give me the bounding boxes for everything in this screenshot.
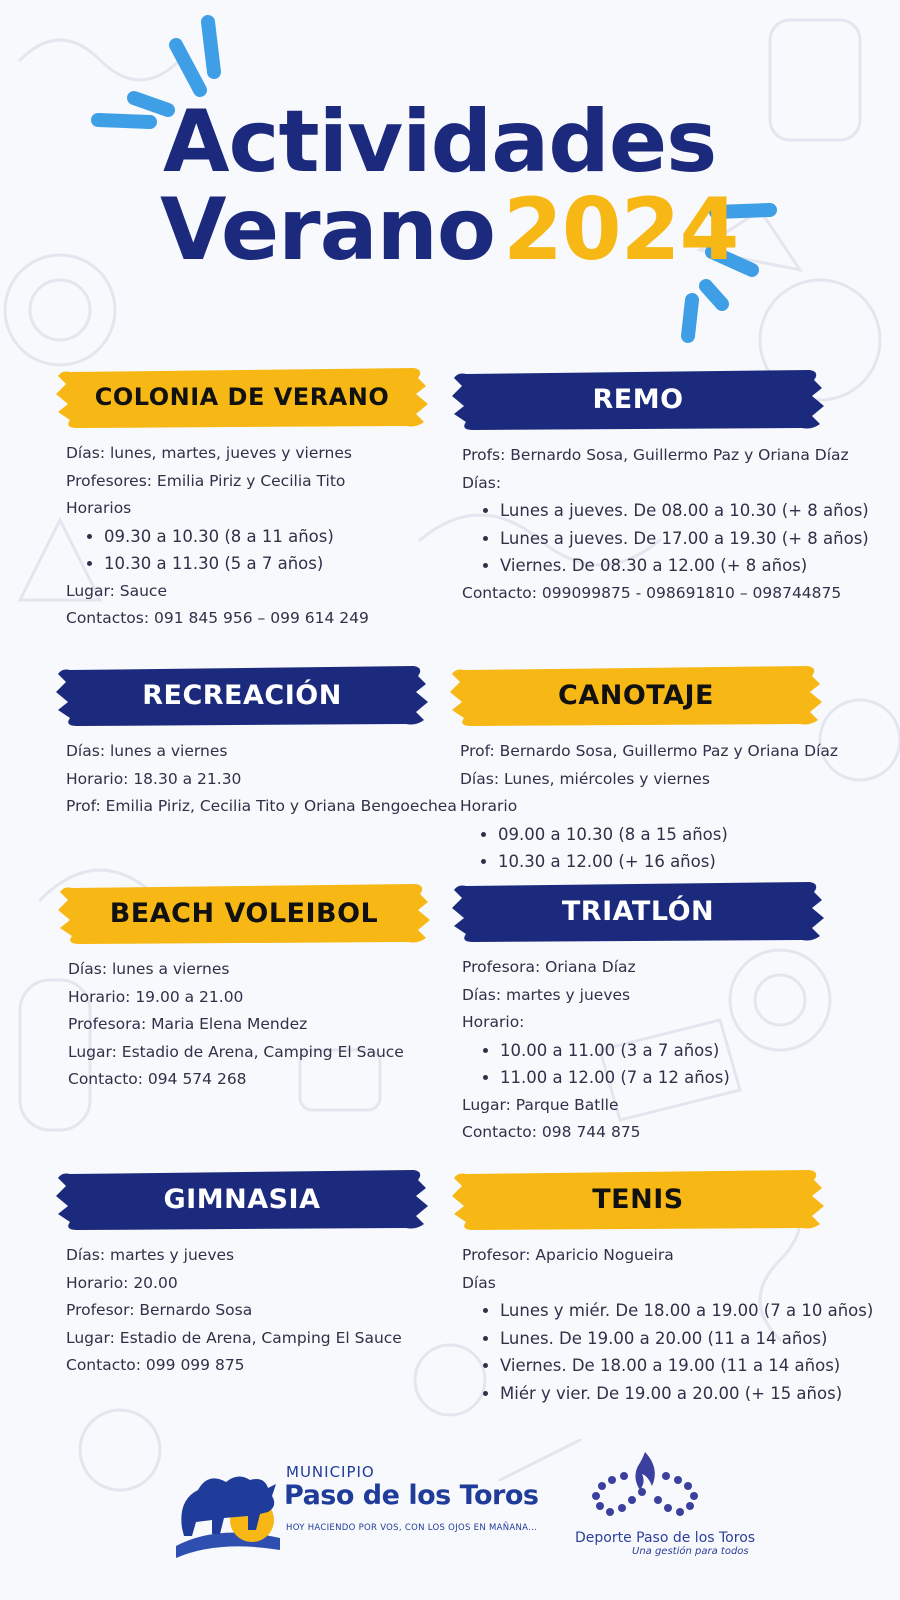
canotaje-horario-label: Horario [460,797,518,815]
list-item: • Lunes a jueves. De 17.00 a 19.30 (+ 8 años) [500,525,869,553]
list-item: • Lunes a jueves. De 08.00 a 10.30 (+ 8 años) [500,497,869,525]
gimnasia-contacto: Contacto: 099 099 875 [66,1356,245,1374]
list-item: • 11.00 a 12.00 (7 a 12 años) [500,1064,824,1092]
section-canotaje [450,662,838,876]
section-tenis [452,1166,873,1407]
section-title-recreacion: RECREACIÓN [142,679,342,711]
section-recreacion [56,662,457,821]
gimnasia-horario: Horario: 20.00 [66,1273,178,1292]
section-title-tenis: TENIS [592,1183,684,1215]
triatlon-horario-label: Horario: [462,1013,525,1031]
canotaje-dias: Días: Lunes, miércoles y viernes [460,769,710,788]
section-body-triatlon [452,954,824,1147]
banner-beach [58,880,430,946]
gimnasia-lugar: Lugar: Estadio de Arena, Camping El Sauce [66,1328,402,1347]
municipio-label: MUNICIPIO [286,1463,375,1481]
beach-profesora: Profesora: Maria Elena Mendez [68,1015,308,1033]
list-item: • Viernes. De 18.00 a 19.00 (11 a 14 años) [500,1352,873,1380]
municipio-name: Paso de los Toros [284,1480,539,1511]
section-title-colonia: COLONIA DE VERANO [94,383,390,411]
banner-remo [452,366,824,432]
section-title-gimnasia: GIMNASIA [163,1183,321,1215]
section-body-remo [452,442,869,607]
banner-gimnasia [56,1166,428,1232]
triatlon-dias: Días: martes y jueves [462,985,631,1004]
tenis-dias-label: Días [462,1273,496,1292]
canotaje-prof: Prof: Bernardo Sosa, Guillermo Paz y Oriana Díaz [460,742,839,760]
section-body-tenis [452,1242,873,1407]
section-body-colonia [56,440,428,633]
section-gimnasia [56,1166,428,1380]
section-title-triatlon: TRIATLÓN [561,895,715,927]
list-item: • 10.00 a 11.00 (3 a 7 años) [500,1037,824,1065]
gimnasia-profesor: Profesor: Bernardo Sosa [66,1301,253,1319]
banner-recreacion [56,662,428,728]
beach-dias: Días: lunes a viernes [68,960,230,978]
title-year: 2024 [502,180,739,280]
recreacion-horario: Horario: 18.30 a 21.30 [66,769,242,788]
list-item: • Miér y vier. De 19.00 a 20.00 (+ 15 años) [500,1380,873,1408]
remo-dias-label: Días: [462,473,502,492]
triatlon-contacto: Contacto: 098 744 875 [462,1123,641,1141]
deporte-name: Deporte Paso de los Toros [575,1530,756,1546]
remo-profs: Profs: Bernardo Sosa, Guillermo Paz y Oriana Díaz [462,446,849,464]
section-remo [452,366,869,607]
tenis-profesor: Profesor: Aparicio Nogueira [462,1246,674,1264]
list-item: • 10.30 a 12.00 (+ 16 años) [498,848,838,876]
recreacion-prof: Prof: Emilia Piriz, Cecilia Tito y Oriana Bengoechea [66,797,457,815]
section-body-recreacion [56,738,457,821]
gimnasia-dias: Días: martes y jueves [66,1246,235,1264]
colonia-horarios-label: Horarios [66,499,132,517]
list-item: • 10.30 a 11.30 (5 a 7 años) [104,550,428,578]
section-body-canotaje [450,738,838,876]
colonia-lugar: Lugar: Sauce [66,581,167,600]
list-item: • Lunes. De 19.00 a 20.00 (11 a 14 años) [500,1325,873,1353]
list-item: • 09.30 a 10.30 (8 a 11 años) [104,523,428,551]
title-line-2 [160,180,738,280]
section-title-remo: REMO [592,383,684,415]
section-beach [58,880,430,1094]
remo-contacto: Contacto: 099099875 - 098691810 – 098744875 [462,583,842,602]
banner-tenis [452,1166,824,1232]
colonia-profesores: Profesores: Emilia Piriz y Cecilia Tito [66,471,346,490]
banner-triatlon [452,878,824,944]
banner-colonia [56,364,428,430]
section-colonia [56,364,428,633]
section-title-canotaje: CANOTAJE [558,679,714,711]
colonia-dias: Días: lunes, martes, jueves y viernes [66,444,352,462]
banner-canotaje [450,662,822,728]
section-title-beach: BEACH VOLEIBOL [109,897,379,929]
deporte-tagline: Una gestión para todos [632,1546,749,1557]
section-body-gimnasia [56,1242,428,1380]
list-item: • Viernes. De 08.30 a 12.00 (+ 8 años) [500,552,869,580]
footer [0,1440,900,1580]
beach-lugar: Lugar: Estadio de Arena, Camping El Sauce [68,1042,404,1061]
beach-contacto: Contacto: 094 574 268 [68,1070,247,1088]
section-triatlon [452,878,824,1147]
triatlon-profesora: Profesora: Oriana Díaz [462,958,636,976]
title-line-1: Actividades [163,92,717,192]
colonia-contactos: Contactos: 091 845 956 – 099 614 249 [66,609,369,627]
list-item: • 09.00 a 10.30 (8 a 15 años) [498,821,838,849]
title-verano: Verano [160,180,495,280]
recreacion-dias: Días: lunes a viernes [66,742,228,760]
section-body-beach [58,956,430,1094]
title-block [0,0,900,360]
list-item: • Lunes y miér. De 18.00 a 19.00 (7 a 10 años) [500,1297,873,1325]
beach-horario: Horario: 19.00 a 21.00 [68,987,244,1006]
municipio-tagline: HOY HACIENDO POR VOS, CON LOS OJOS EN MAÑANA... [286,1523,538,1533]
triatlon-lugar: Lugar: Parque Batlle [462,1095,619,1114]
